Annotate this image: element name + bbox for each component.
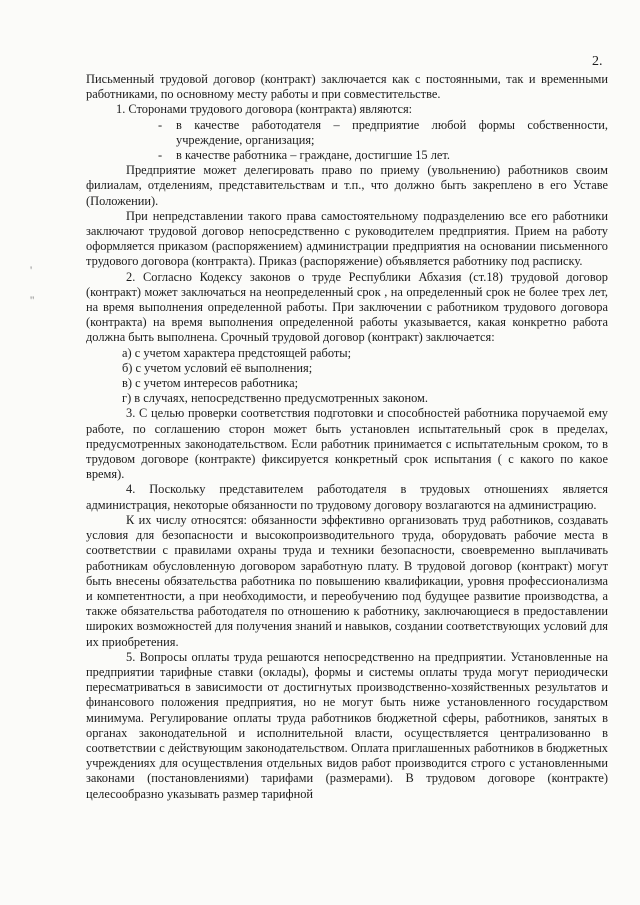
list-item: г) в случаях, непосредственно предусмотренных законом.: [122, 391, 428, 406]
list-item: а) с учетом характера предстоящей работы;: [122, 345, 352, 360]
paragraph: Письменный трудовой договор (контракт) заключается как с постоянными, так и временными работниками, по основному месту работы и при совместительстве.: [86, 72, 608, 102]
paragraph: При непредставлении такого права самостоятельному подразделению все его работники заключают трудовой договор непосредственно с руководителем предприятия. Прием на работу оформляется приказом (распоряжением) администрации предприятия на основании письменного трудового договора (контракта). Приказ (распоряжение) объявляется работнику под расписку.: [86, 208, 608, 269]
dash-bullet: -: [158, 148, 163, 163]
list-item: в) с учетом интересов работника;: [122, 376, 299, 391]
list-heading-parties: 1. Сторонами трудового договора (контракта) являются:: [116, 102, 413, 117]
margin-mark: ': [30, 263, 33, 277]
dash-bullet: -: [158, 117, 163, 132]
paragraph: Предприятие может делегировать право по приему (увольнению) работников своим филиалам, отделениям, представительствам и т.п., что должно быть закреплено в его Уставе (Положении).: [86, 163, 608, 208]
paragraph: К их числу относятся: обязанности эффективно организовать труд работников, создавать условия для безопасности и высокопроизводительного труда, оборудовать рабочие места в соответствии с правилами охраны труда и техники безопасности, своевременно выплачивать работникам обусловленную договором заработную плату. В трудовой договор (контракт) могут быть внесены обязательства работника по повышению квалификации, уровня профессионализма и компетентности, а при необходимости, и переобучению под будущее развитие производства, а также обязательства работодателя по отношению к работнику, заключающиеся в предоставлении широких возможностей для получения знаний и навыков, создании соответствующих условий для их приобретения.: [86, 512, 608, 649]
document-body: [86, 72, 608, 802]
paragraph: 5. Вопросы оплаты труда решаются непосредственно на предприятии. Установленные на предприятии тарифные ставки (оклады), формы и системы оплаты труда могут периодически пересматриваться в зависимости от достигнутых производственно-хозяйственных результатов и финансового положения предприятия, но не могут быть ниже установленного государством минимума. Регулирование оплаты труда работников бюджетной сферы, работников, занятых в органах законодательной и исполнительной власти, осуществляется централизованно в соответствии с действующим законодательством. Оплата приглашенных работников в бюджетных учреждениях для осуществления отдельных видов работ производится строго с установленными законами (постановлениями) тарифами (размерами). В трудовом договоре (контракте) целесообразно указывать размер тарифной: [86, 649, 608, 801]
list-item: - в качестве работника – граждане, достигшие 15 лет.: [158, 148, 450, 163]
margin-mark: '': [30, 293, 35, 307]
paragraph: 4. Поскольку представителем работодателя в трудовых отношениях является администрация, некоторые обязанности по трудовому договору возлагаются на администрацию.: [86, 482, 608, 512]
paragraph: 3. С целью проверки соответствия подготовки и способностей работника поручаемой ему работе, по соглашению сторон может быть установлен испытательный срок в пределах, предусмотренных законодательством. Если работник принимается с испытательным сроком, то в трудовом договоре (контракте) фиксируется конкретный срок испытания ( с какого по какое время).: [86, 406, 608, 482]
margin-marks: [30, 255, 50, 315]
list-item: б) с учетом условий её выполнения;: [122, 360, 313, 375]
page-number: 2.: [592, 54, 603, 69]
list-item: - в качестве работодателя – предприятие любой формы собственности, учреждение, организация;: [158, 117, 608, 147]
paragraph: 2. Согласно Кодексу законов о труде Республики Абхазия (ст.18) трудовой договор (контракт) может заключаться на неопределенный срок , на определенный срок не более трех лет, на время выполнения определенной работы. При заключении с работником трудового договора (контракта) на время выполнения определенной работы указывается, какая конкретно работа должна быть выполнена. Срочный трудовой договор (контракт) заключается:: [86, 269, 608, 345]
